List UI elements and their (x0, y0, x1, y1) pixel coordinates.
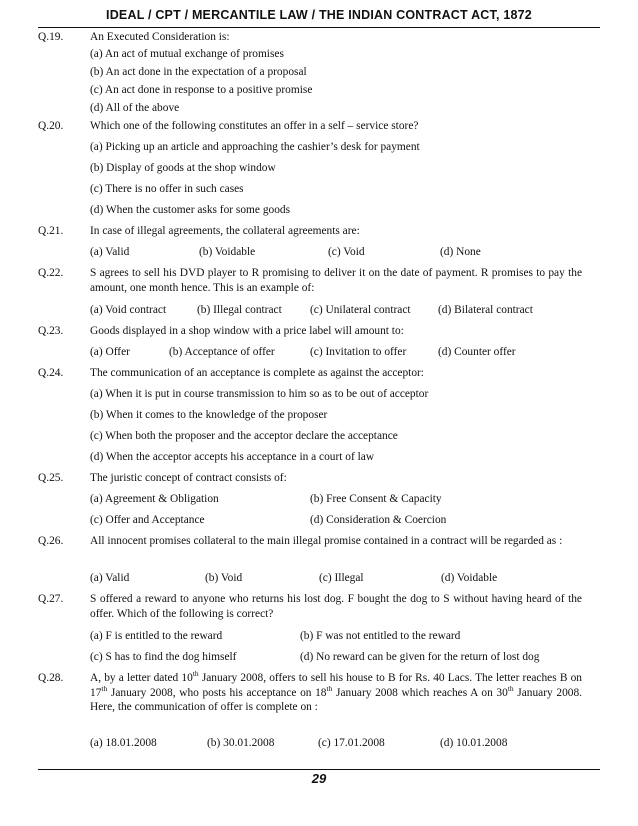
option-a: (a) Offer (90, 346, 130, 358)
option-d: (d) When the customer asks for some goods (90, 204, 291, 216)
option-a: (a) Picking up an article and approaching the cashier’s desk for payment (90, 141, 420, 153)
option-a: (a) F is entitled to the reward (90, 630, 223, 642)
option-b: (b) Free Consent & Capacity (310, 493, 442, 505)
option-a: (a) 18.01.2008 (90, 737, 157, 749)
option-b: (b) Void (205, 572, 243, 584)
question-text: Which one of the following constitutes an offer in a self – service store? (90, 120, 419, 132)
footer-rule (38, 769, 600, 770)
option-a: (a) Agreement & Obligation (90, 493, 219, 505)
question-text: The juristic concept of contract consists of: (90, 472, 287, 484)
option-d: (d) Bilateral contract (438, 304, 533, 316)
page-number: 29 (311, 771, 327, 786)
option-a: (a) Valid (90, 572, 130, 584)
option-b: (b) Voidable (199, 246, 256, 258)
question-text: S agrees to sell his DVD player to R promising to deliver it on the date of payment. R promises to pay the amount, one month hence. This is an example of: (90, 267, 582, 294)
question-text: S offered a reward to anyone who returns his lost dog. F bought the dog to S without having heard of the offer. Which of the following is correct? (90, 593, 582, 620)
question-text: Goods displayed in a shop window with a price label will amount to: (90, 325, 404, 337)
option-d: (d) When the acceptor accepts his acceptance in a court of law (90, 451, 375, 463)
option-d: (d) Counter offer (438, 346, 516, 358)
page-header: IDEAL / CPT / MERCANTILE LAW / THE INDIAN CONTRACT ACT, 1872 (106, 8, 532, 22)
option-d: (d) Voidable (441, 572, 498, 584)
option-b: (b) 30.01.2008 (207, 737, 275, 749)
option-c: (c) An act done in response to a positive promise (90, 84, 313, 96)
option-a: (a) Valid (90, 246, 130, 258)
option-c: (c) Unilateral contract (310, 304, 411, 316)
option-b: (b) An act done in the expectation of a proposal (90, 66, 307, 78)
question-text: All innocent promises collateral to the main illegal promise contained in a contract will be regarded as : (90, 535, 563, 547)
question-number: Q.28. (38, 672, 64, 684)
option-b: (b) F was not entitled to the reward (300, 630, 461, 642)
question-number: Q.21. (38, 225, 64, 237)
question-text: The communication of an acceptance is complete as against the acceptor: (90, 367, 424, 379)
option-b: (b) Acceptance of offer (169, 346, 275, 358)
option-c: (c) Illegal (319, 572, 364, 584)
option-d: (d) None (440, 246, 481, 258)
option-c: (c) 17.01.2008 (318, 737, 385, 749)
option-b: (b) Display of goods at the shop window (90, 162, 276, 174)
option-c: (c) Void (328, 246, 365, 258)
question-number: Q.26. (38, 535, 64, 547)
question-text: In case of illegal agreements, the collateral agreements are: (90, 225, 360, 237)
option-b: (b) When it comes to the knowledge of the proposer (90, 409, 328, 421)
option-d: (d) 10.01.2008 (440, 737, 508, 749)
question-text: A, by a letter dated 10th January 2008, offers to sell his house to B for Rs. 40 Lacs. The letter reaches B on 17th January 2008, who posts his acceptance on 18th January 2008 which reaches A on 30th January 2008. Here, the communication of offer is complete on : (90, 669, 582, 713)
question-number: Q.22. (38, 267, 64, 279)
question-number: Q.27. (38, 593, 64, 605)
option-d: (d) Consideration & Coercion (310, 514, 447, 526)
option-a: (a) Void contract (90, 304, 167, 316)
option-d: (d) No reward can be given for the return of lost dog (300, 651, 540, 663)
question-number: Q.23. (38, 325, 64, 337)
option-c: (c) S has to find the dog himself (90, 651, 237, 663)
option-c: (c) Offer and Acceptance (90, 514, 205, 526)
header-rule (38, 27, 600, 28)
option-a: (a) When it is put in course transmission to him so as to be out of acceptor (90, 388, 429, 400)
question-number: Q.25. (38, 472, 64, 484)
question-number: Q.24. (38, 367, 64, 379)
option-a: (a) An act of mutual exchange of promises (90, 48, 284, 60)
question-number: Q.20. (38, 120, 64, 132)
option-c: (c) When both the proposer and the acceptor declare the acceptance (90, 430, 398, 442)
option-c: (c) Invitation to offer (310, 346, 407, 358)
option-b: (b) Illegal contract (197, 304, 282, 316)
option-c: (c) There is no offer in such cases (90, 183, 244, 195)
question-text: An Executed Consideration is: (90, 31, 230, 43)
option-d: (d) All of the above (90, 102, 180, 114)
question-number: Q.19. (38, 31, 64, 43)
